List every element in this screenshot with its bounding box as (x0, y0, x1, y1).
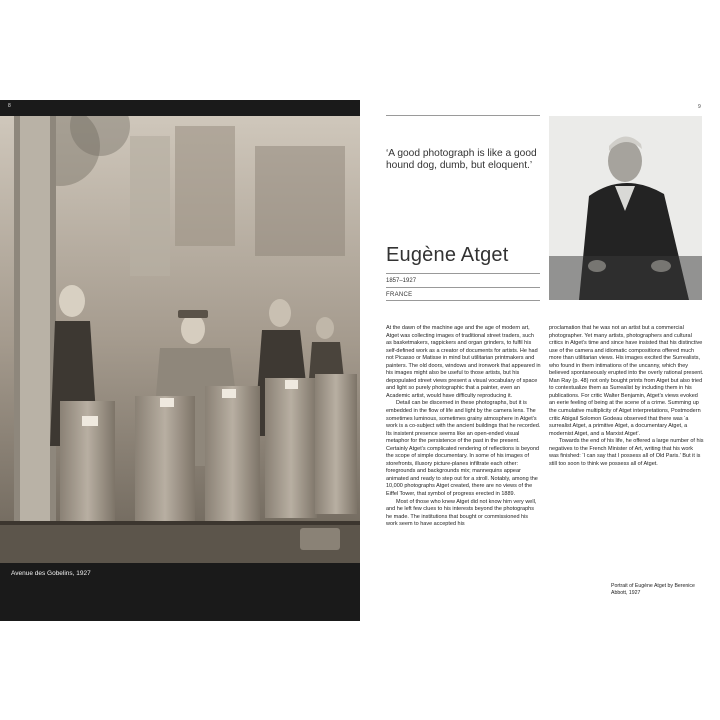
photographer-name: Eugène Atget (386, 244, 509, 266)
pull-quote: ‘A good photograph is like a good hound dog, dumb, but eloquent.’ (386, 148, 537, 171)
rule-under-country (386, 300, 540, 301)
paragraph: At the dawn of the machine age and the age of modern art, Atget was collecting images of traditional street traders, such as basketmakers, ragpickers and organ grinders, to fulfil his self-defined work as a creator of documents for artists. He had not Picasso or Matisse in mind but utilitarian printmakers and painters. The old doors, windows and ironwork that appeared in his images might also be useful to those artists, but his depopulated street views present a visual vocabulary of space and light so purely photographic that a painter, even an Academic artist, would have difficulty reproducing it. (386, 325, 541, 399)
body-column-1 (386, 325, 541, 529)
page-number-right: 9 (698, 104, 701, 110)
photo-caption: Avenue des Gobelins, 1927 (11, 570, 91, 577)
storefront-photograph (0, 116, 360, 563)
page-number-left: 8 (8, 103, 11, 109)
life-dates: 1857–1927 (386, 278, 417, 284)
rule-under-name (386, 273, 540, 274)
portrait-photograph (549, 116, 702, 300)
rule-under-dates (386, 287, 540, 288)
body-column-2 (549, 325, 704, 468)
country: FRANCE (386, 292, 413, 298)
paragraph: Most of those who knew Atget did not know him very well, and he left few clues to his interests beyond the photographs he made. The institutions that bought or commissioned his work seem to have accepted his (386, 498, 537, 528)
top-rule (386, 115, 540, 116)
left-page (0, 100, 360, 621)
paragraph: proclamation that he was not an artist but a commercial photographer. Yet many artists, photographers and cultural critics in Atget’s time and since have insisted that his distinctive use of the camera and idiomatic compositions offered much more than utilitarian views. His images excited the Surrealists, who found in them intimations of the uncanny, which they believed spontaneously erupted into the overly rational present. Man Ray (p. 48) not only bought prints from Atget but also tried to contextualize them as Surrealist by including them in his publications. For critic Walter Benjamin, Atget’s views evoked an eerie feeling of being at the scene of a crime. Summing up the cumulative multiplicity of Atget interpretations, Postmodern critic Abigail Solomon Godeau observed that there was ‘a surrealist Atget, a primitive Atget, a documentary Atget, a modernist Atget, and a Marxist Atget’. (549, 325, 704, 437)
portrait-caption: Portrait of Eugène Atget by Berenice Abbott, 1927 (611, 583, 695, 596)
paragraph: Towards the end of his life, he offered a large number of his negatives to the French Minister of Art, writing that his work was finished: ‘I can say that I possess all of Old Paris.’ But it is still too soon to think we possess all of Atget. (549, 438, 704, 467)
paragraph: Detail can be discerned in these photographs, but it is embedded in the flow of life and light by the camera lens. The sometimes luminous, sometimes grainy atmosphere in Atget’s work is a co-subject with the ancient buildings that he recorded. Its insistent presence seems like an open-ended visual metaphor for the persistence of the past in the present. Certainly Atget’s complicated rendering of reflections is beyond the scope of simple documentary. In some of his images of storefronts, illusory picture-planes infiltrate each other: foregrounds and backgrounds mix; mannequins appear animated and ready to step out for a stroll. Notably, among the 10,000 photographs Atget created, there are no views of the Eiffel Tower, that symbol of progress erected in 1889. (386, 400, 541, 498)
